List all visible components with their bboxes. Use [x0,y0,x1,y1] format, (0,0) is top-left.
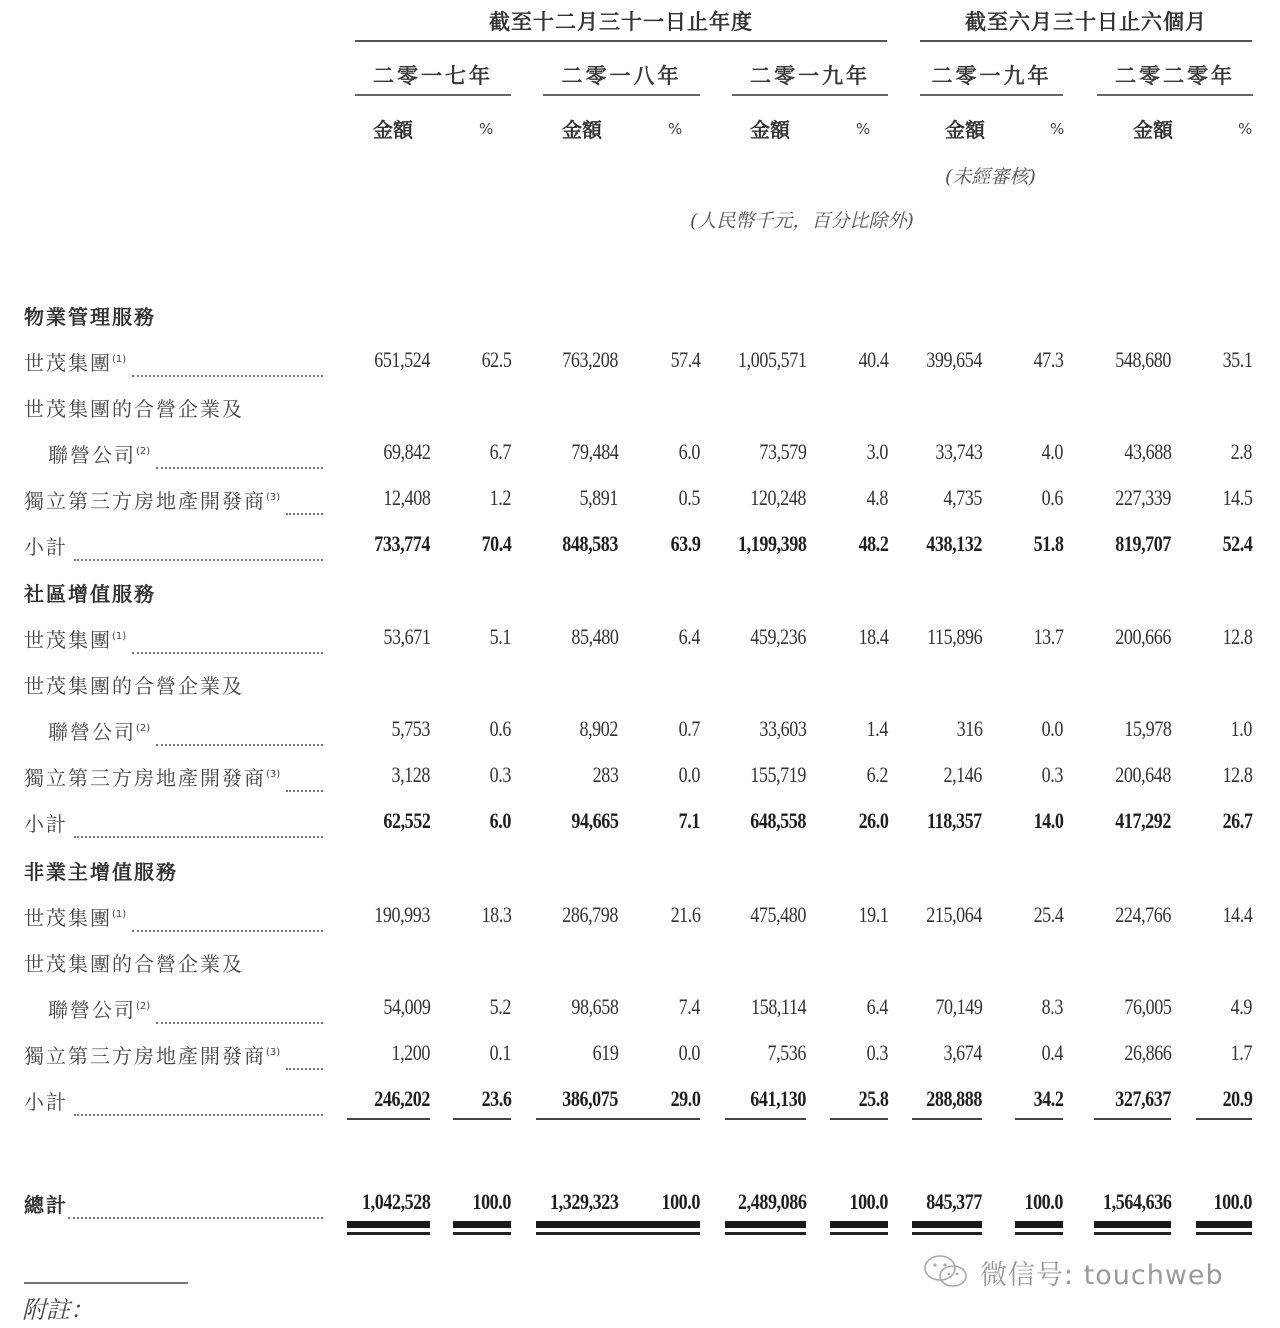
cell-value: 6.0 [489,808,511,833]
total-double-underline [725,1221,806,1228]
total-value: 100.0 [661,1189,700,1214]
cell-value: 548,680 [1115,347,1171,372]
footnote-ref: (2) [136,1001,151,1012]
cell-value: 48.2 [858,531,888,556]
row-label [24,902,126,931]
cell-value: 115,896 [926,624,982,649]
cell-value: 283 [592,762,618,787]
leader-dots [286,770,323,792]
cell-value: 47.3 [1033,347,1063,372]
row-label-text: 世茂集團 [24,351,112,375]
header-amount-label: 金額 [1133,118,1173,142]
total-value: 100.0 [472,1189,511,1214]
total-value: 845,377 [926,1189,982,1214]
cell-value: 4,735 [943,485,982,510]
header-amount-label: 金額 [562,118,602,142]
cell-value: 0.5 [678,485,700,510]
total-double-underline [536,1232,618,1235]
header-year-rule [1097,94,1253,96]
row-label-text: 獨立第三方房地產開發商 [24,766,266,790]
cell-value: 120,248 [750,485,806,510]
row-label-text: 世茂集團 [24,906,112,930]
leader-dots [156,447,323,469]
total-value: 1,564,636 [1102,1189,1171,1214]
total-double-underline [912,1232,982,1235]
cell-value: 62,552 [382,808,430,833]
subtotal-underline [830,1118,888,1120]
row-label-text: 小計 [24,1090,68,1114]
footnote-ref: (1) [112,909,127,920]
cell-value: 21.6 [670,902,700,927]
leader-dots [286,1048,323,1070]
cell-value: 12.8 [1222,624,1252,649]
total-double-underline [453,1221,511,1228]
footnote-ref: (3) [266,1047,281,1058]
header-year-rule [543,94,700,96]
cell-value: 155,719 [750,762,806,787]
header-annual-period: 截至十二月三十一日止年度 [489,10,753,34]
row-label-text: 小計 [24,535,68,559]
cell-value: 0.1 [489,1040,511,1065]
cell-value: 7.4 [678,994,700,1019]
cell-value: 200,648 [1115,762,1171,787]
cell-value: 648,558 [750,808,806,833]
cell-value: 51.8 [1033,531,1063,556]
leader-dots [74,816,323,838]
subtotal-underline [725,1118,806,1120]
total-double-underline [1196,1221,1252,1228]
header-year-2017: 二零一七年 [373,64,493,88]
cell-value: 8.3 [1041,994,1063,1019]
total-double-underline [618,1232,700,1235]
total-double-underline [830,1221,888,1228]
cell-value: 763,208 [562,347,618,372]
header-pct-label: % [668,120,683,138]
cell-value: 316 [956,716,982,741]
row-label-text: 獨立第三方房地產開發商 [24,489,266,513]
cell-value: 85,480 [570,624,618,649]
total-double-underline [1015,1232,1063,1235]
total-value: 100.0 [1024,1189,1063,1214]
row-label-text: 獨立第三方房地產開發商 [24,1044,266,1068]
cell-value: 4.8 [866,485,888,510]
cell-value: 0.6 [489,716,511,741]
leader-dots [132,632,323,654]
cell-value: 1,200 [391,1040,430,1065]
total-value: 100.0 [1213,1189,1252,1214]
cell-value: 8,902 [579,716,618,741]
cell-value: 6.2 [866,762,888,787]
cell-value: 70,149 [934,994,982,1019]
footnote-label: 附註： [22,1296,94,1324]
cell-value: 7,536 [767,1040,806,1065]
footnote-rule [24,1282,188,1284]
total-value: 1,042,528 [361,1189,430,1214]
leader-dots [132,355,323,377]
cell-value: 12.8 [1222,762,1252,787]
cell-value: 733,774 [374,531,430,556]
cell-value: 33,603 [758,716,806,741]
cell-value: 5,891 [579,485,618,510]
row-label [24,347,126,376]
cell-value: 23.6 [481,1086,511,1111]
cell-value: 94,665 [570,808,618,833]
wechat-watermark [920,1252,1224,1292]
leader-dots [74,1094,323,1116]
leader-dots [132,910,323,932]
row-label-text: 小計 [24,812,68,836]
cell-value: 1.4 [866,716,888,741]
total-double-underline [347,1232,430,1235]
total-double-underline [830,1232,888,1235]
cell-value: 14.4 [1222,902,1252,927]
total-double-underline [618,1221,700,1228]
cell-value: 25.8 [858,1086,888,1111]
cell-value: 6.0 [678,439,700,464]
subtotal-underline [912,1118,982,1120]
header-pct-label: % [1050,120,1065,138]
watermark-text: 微信号: touchweb [980,1259,1224,1291]
row-label-text: 世茂集團 [24,628,112,652]
cell-value: 5,753 [391,716,430,741]
cell-value: 29.0 [670,1086,700,1111]
cell-value: 3,674 [943,1040,982,1065]
header-pct-label: % [479,120,494,138]
wechat-icon [920,1252,972,1292]
section-title: 非業主增值服務 [24,860,178,884]
cell-value: 215,064 [926,902,982,927]
header-year-2019-h1: 二零一九年 [931,64,1052,88]
cell-value: 2,146 [943,762,982,787]
header-year-rule [920,94,1063,96]
cell-value: 227,339 [1115,485,1171,510]
cell-value: 286,798 [562,902,618,927]
cell-value: 69,842 [382,439,430,464]
total-value: 100.0 [849,1189,888,1214]
cell-value: 1.2 [489,485,511,510]
cell-value: 0.3 [489,762,511,787]
total-value: 1,329,323 [549,1189,618,1214]
header-year-2019: 二零一九年 [750,64,870,88]
cell-value: 0.0 [678,1040,700,1065]
subtotal-label [24,531,68,560]
cell-value: 0.4 [1041,1040,1063,1065]
total-double-underline [1094,1221,1171,1228]
total-value: 2,489,086 [737,1189,806,1214]
cell-value: 190,993 [374,902,430,927]
cell-value: 4.9 [1230,994,1252,1019]
row-label-line1: 世茂集團的合營企業及 [24,952,244,976]
cell-value: 15,978 [1123,716,1171,741]
leader-dots [286,493,323,515]
cell-value: 19.1 [858,902,888,927]
leader-dots [156,724,323,746]
unaudited-note: (未經審核) [945,166,1036,188]
cell-value: 3,128 [391,762,430,787]
cell-value: 386,075 [562,1086,618,1111]
cell-value: 619 [592,1040,618,1065]
row-label-line1: 世茂集團的合營企業及 [24,674,244,698]
subtotal-underline [453,1118,511,1120]
footnote-ref: (2) [136,723,151,734]
cell-value: 1.0 [1230,716,1252,741]
cell-value: 12,408 [382,485,430,510]
total-double-underline [347,1221,430,1228]
cell-value: 53,671 [382,624,430,649]
cell-value: 848,583 [562,531,618,556]
header-halfyear-period: 截至六月三十日止六個月 [965,10,1207,34]
cell-value: 158,114 [750,994,806,1019]
total-double-underline [725,1232,806,1235]
header-year-2020-h1: 二零二零年 [1115,64,1235,88]
header-year-2018: 二零一八年 [561,64,682,88]
cell-value: 26.7 [1222,808,1252,833]
cell-value: 118,357 [927,808,982,833]
cell-value: 459,236 [750,624,806,649]
row-label [24,762,280,791]
subtotal-underline [1196,1118,1252,1120]
header-amount-label: 金額 [750,118,790,142]
cell-value: 0.7 [678,716,700,741]
cell-value: 0.3 [866,1040,888,1065]
cell-value: 0.3 [1041,762,1063,787]
cell-value: 26,866 [1123,1040,1171,1065]
cell-value: 417,292 [1115,808,1171,833]
cell-value: 43,688 [1123,439,1171,464]
footnote-ref: (1) [112,354,127,365]
cell-value: 475,480 [750,902,806,927]
cell-value: 63.9 [670,531,700,556]
cell-value: 25.4 [1033,902,1063,927]
cell-value: 26.0 [858,808,888,833]
footnote-ref: (1) [112,631,127,642]
cell-value: 1.7 [1230,1040,1252,1065]
header-year-rule [732,94,888,96]
cell-value: 0.0 [678,762,700,787]
row-label [48,439,150,468]
cell-value: 819,707 [1115,531,1171,556]
total-double-underline [1015,1221,1063,1228]
header-amount-label: 金額 [945,118,985,142]
row-label [24,624,126,653]
cell-value: 2.8 [1230,439,1252,464]
row-label-line1: 世茂集團的合營企業及 [24,397,244,421]
subtotal-underline [347,1118,430,1120]
header-amount-label: 金額 [373,118,413,142]
cell-value: 14.0 [1033,808,1063,833]
subtotal-underline [1094,1118,1171,1120]
row-label [48,716,150,745]
total-double-underline [536,1221,618,1228]
leader-dots [68,1197,323,1219]
cell-value: 70.4 [481,531,511,556]
total-label: 總計 [24,1193,68,1217]
cell-value: 6.7 [489,439,511,464]
cell-value: 14.5 [1222,485,1252,510]
cell-value: 73,579 [758,439,806,464]
header-year-rule [355,94,511,96]
cell-value: 1,005,571 [737,347,806,372]
cell-value: 20.9 [1222,1086,1252,1111]
cell-value: 224,766 [1115,902,1171,927]
cell-value: 13.7 [1033,624,1063,649]
cell-value: 0.6 [1041,485,1063,510]
section-title: 物業管理服務 [24,305,156,329]
cell-value: 3.0 [866,439,888,464]
row-label-text: 聯營公司 [48,720,136,744]
cell-value: 34.2 [1033,1086,1063,1111]
row-label [48,994,150,1023]
cell-value: 246,202 [374,1086,430,1111]
footnote-ref: (3) [266,492,281,503]
cell-value: 79,484 [570,439,618,464]
cell-value: 327,637 [1115,1086,1171,1111]
cell-value: 62.5 [481,347,511,372]
footnote-ref: (2) [136,446,151,457]
cell-value: 76,005 [1123,994,1171,1019]
cell-value: 651,524 [374,347,430,372]
header-halfyear-rule [920,40,1252,42]
cell-value: 1,199,398 [737,531,806,556]
cell-value: 6.4 [866,994,888,1019]
leader-dots [156,1002,323,1024]
cell-value: 40.4 [858,347,888,372]
cell-value: 35.1 [1222,347,1252,372]
total-double-underline [912,1221,982,1228]
cell-value: 18.4 [858,624,888,649]
cell-value: 33,743 [934,439,982,464]
section-title: 社區增值服務 [24,582,156,606]
cell-value: 288,888 [926,1086,982,1111]
unit-note: (人民幣千元，百分比除外) [690,210,914,232]
leader-dots [74,539,323,561]
cell-value: 4.0 [1041,439,1063,464]
total-double-underline [1094,1232,1171,1235]
subtotal-underline [536,1118,618,1120]
row-label [24,485,280,514]
row-label-text: 聯營公司 [48,998,136,1022]
header-pct-label: % [856,120,871,138]
cell-value: 18.3 [481,902,511,927]
cell-value: 5.1 [489,624,511,649]
cell-value: 57.4 [670,347,700,372]
row-label [24,1040,280,1069]
cell-value: 438,132 [926,531,982,556]
total-double-underline [1196,1232,1252,1235]
subtotal-label [24,808,68,837]
total-double-underline [453,1232,511,1235]
cell-value: 399,654 [926,347,982,372]
cell-value: 52.4 [1222,531,1252,556]
cell-value: 5.2 [489,994,511,1019]
subtotal-underline [618,1118,700,1120]
cell-value: 0.0 [1041,716,1063,741]
header-annual-rule [355,40,887,42]
cell-value: 6.4 [678,624,700,649]
footnote-ref: (3) [266,769,281,780]
cell-value: 641,130 [750,1086,806,1111]
cell-value: 7.1 [678,808,700,833]
subtotal-underline [1015,1118,1063,1120]
cell-value: 54,009 [382,994,430,1019]
cell-value: 98,658 [570,994,618,1019]
subtotal-label [24,1086,68,1115]
header-pct-label: % [1238,120,1253,138]
row-label-text: 聯營公司 [48,443,136,467]
cell-value: 200,666 [1115,624,1171,649]
